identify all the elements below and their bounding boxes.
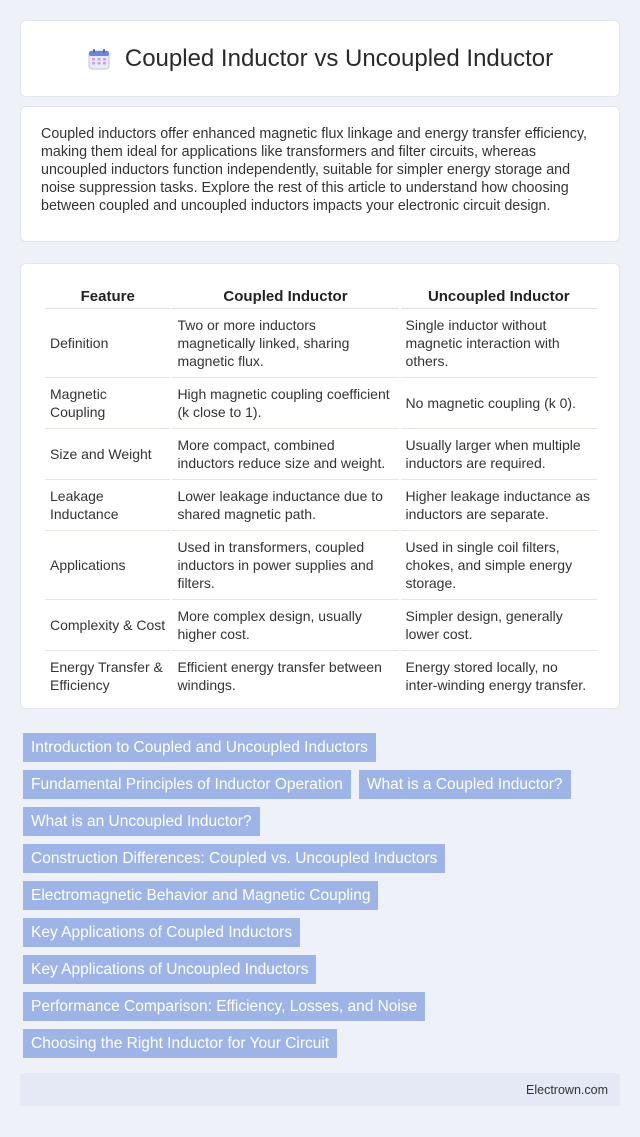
- coupled-cell: Efficient energy transfer between windings.: [177, 659, 382, 693]
- intro-card: [20, 106, 620, 242]
- table-row: [45, 429, 597, 480]
- uncoupled-cell: Usually larger when multiple inductors are required.: [401, 429, 597, 480]
- topic-link[interactable]: Key Applications of Uncoupled Inductors: [23, 955, 316, 984]
- topic-link[interactable]: Construction Differences: Coupled vs. Uncoupled Inductors: [23, 844, 445, 873]
- uncoupled-cell: Single inductor without magnetic interaction with others.: [401, 309, 597, 378]
- coupled-cell: More complex design, usually higher cost.: [172, 600, 398, 651]
- title-card: [20, 20, 620, 97]
- uncoupled-cell: Energy stored locally, no inter-winding energy transfer.: [405, 659, 587, 693]
- table-header-row: [45, 286, 597, 309]
- table-row: [45, 651, 597, 701]
- column-header-uncoupled: Uncoupled Inductor: [401, 286, 597, 309]
- footer: [20, 1073, 620, 1106]
- feature-cell: Leakage Inductance: [45, 480, 170, 531]
- feature-cell: Magnetic Coupling: [45, 378, 170, 429]
- table-row: [45, 480, 597, 531]
- topic-link[interactable]: Choosing the Right Inductor for Your Circuit: [23, 1029, 337, 1058]
- table-row: [45, 378, 597, 429]
- uncoupled-cell: Higher leakage inductance as inductors are separate.: [401, 480, 597, 531]
- table-row: [45, 531, 597, 600]
- coupled-cell: Used in transformers, coupled inductors in power supplies and filters.: [172, 531, 398, 600]
- table-row: [45, 309, 597, 378]
- calendar-icon: [87, 47, 111, 71]
- coupled-cell: Two or more inductors magnetically linked, sharing magnetic flux.: [172, 309, 398, 378]
- uncoupled-cell: Used in single coil filters, chokes, and simple energy storage.: [401, 531, 597, 600]
- comparison-table: [43, 286, 599, 701]
- coupled-cell: More compact, combined inductors reduce size and weight.: [172, 429, 398, 480]
- table-row: [45, 600, 597, 651]
- topic-link[interactable]: Introduction to Coupled and Uncoupled Inductors: [23, 733, 376, 762]
- topic-link[interactable]: What is an Uncoupled Inductor?: [23, 807, 260, 836]
- topic-link[interactable]: Fundamental Principles of Inductor Operation: [23, 770, 351, 799]
- feature-cell: Definition: [45, 309, 170, 378]
- intro-text: Coupled inductors offer enhanced magnetic flux linkage and energy transfer efficiency, making them ideal for applications like transformers and filter circuits, whereas uncoupled inductors function independently, suitable for simpler energy storage and noise suppression tasks. Explore the rest of this article to understand how choosing between coupled and uncoupled inductors impacts your electronic circuit design.: [41, 126, 587, 214]
- column-header-coupled: Coupled Inductor: [172, 286, 398, 309]
- page-title: Coupled Inductor vs Uncoupled Inductor: [124, 44, 554, 72]
- topic-links: [23, 733, 623, 1066]
- comparison-table-card: [20, 263, 620, 709]
- topic-link[interactable]: What is a Coupled Inductor?: [359, 770, 571, 799]
- topic-link[interactable]: Performance Comparison: Efficiency, Losses, and Noise: [23, 992, 425, 1021]
- feature-cell: Applications: [45, 531, 170, 600]
- feature-cell: Size and Weight: [45, 429, 170, 480]
- topic-link[interactable]: Key Applications of Coupled Inductors: [23, 918, 300, 947]
- column-header-feature: Feature: [45, 286, 170, 309]
- uncoupled-cell: Simpler design, generally lower cost.: [401, 600, 597, 651]
- footer-site-name: Electrown.com: [526, 1082, 608, 1097]
- feature-cell: Complexity & Cost: [45, 600, 170, 651]
- coupled-cell: Lower leakage inductance due to shared magnetic path.: [172, 480, 398, 531]
- feature-cell: Energy Transfer & Efficiency: [50, 659, 163, 693]
- uncoupled-cell: No magnetic coupling (k 0).: [401, 378, 597, 429]
- topic-link[interactable]: Electromagnetic Behavior and Magnetic Coupling: [23, 881, 378, 910]
- coupled-cell: High magnetic coupling coefficient (k close to 1).: [172, 378, 398, 429]
